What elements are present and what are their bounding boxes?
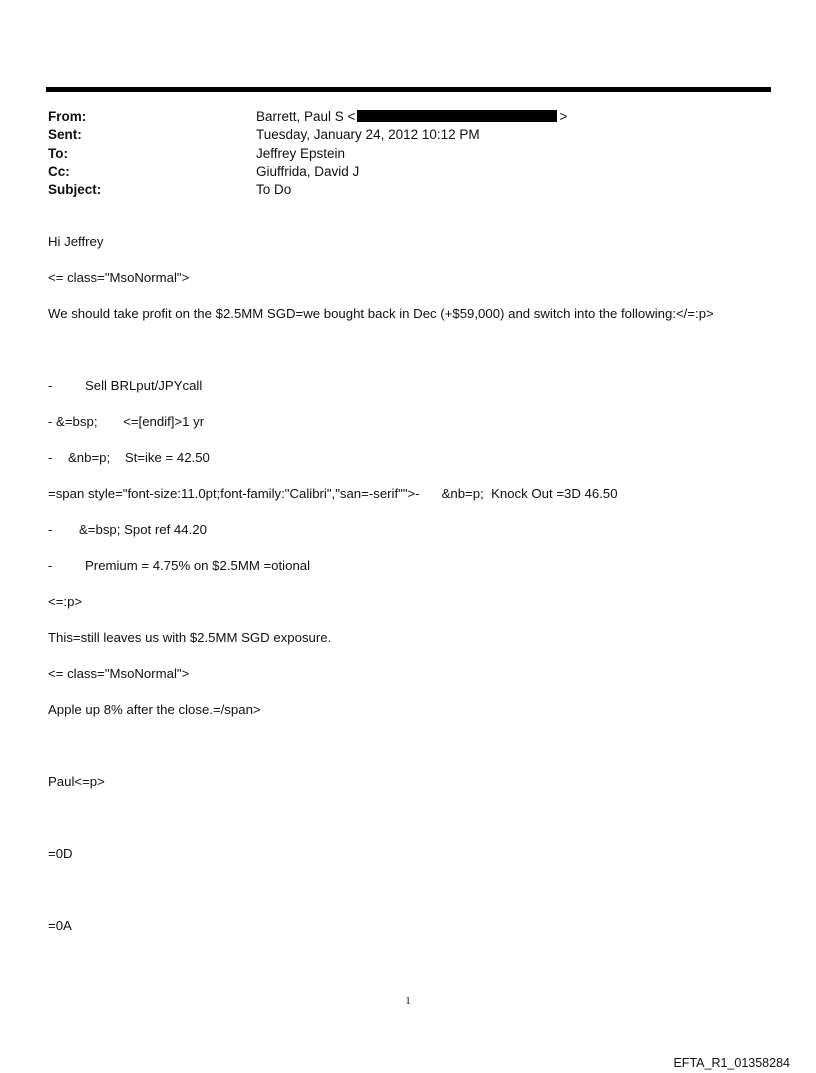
bullet-line [48, 450, 210, 465]
cc-value: Giuffrida, David J [256, 163, 360, 179]
from-row [48, 108, 567, 126]
body-line: <= class="MsoNormal"> [48, 270, 190, 285]
header-rule [46, 87, 771, 92]
body-line: This=still leaves us with $2.5MM SGD exposure. [48, 630, 332, 645]
bullet-dash: - [48, 522, 53, 537]
body-line: =0D [48, 846, 73, 861]
body-line: We should take profit on the $2.5MM SGD=we bought back in Dec (+$59,000) and switch into the following:</=:p> [48, 306, 714, 321]
from-name: Barrett, Paul S < [256, 109, 356, 124]
bullet-text: Premium = 4.75% on $2.5MM =otional [85, 558, 311, 573]
to-value: Jeffrey Epstein [256, 145, 346, 161]
greeting: Hi Jeffrey [48, 234, 104, 249]
signature: Paul<=p> [48, 774, 105, 789]
subject-value: To Do [256, 182, 292, 198]
body-line: <=:p> [48, 594, 83, 609]
bullet-text: Sell BRLput/JPYcall [85, 378, 203, 393]
page-number: 1 [405, 995, 411, 1007]
bullet-dash: - [48, 378, 53, 393]
redaction-box [357, 110, 557, 122]
from-label: From: [48, 109, 87, 124]
cc-label: Cc: [48, 163, 70, 179]
bullet-line [48, 522, 207, 537]
sent-label: Sent: [48, 127, 82, 143]
cc-row [48, 163, 567, 181]
body-line: <= class="MsoNormal"> [48, 666, 190, 681]
body-line: =0A [48, 918, 72, 933]
sent-value: Tuesday, January 24, 2012 10:12 PM [256, 127, 480, 143]
to-label: To: [48, 145, 68, 161]
subject-label: Subject: [48, 182, 102, 198]
document-id: EFTA_R1_01358284 [673, 1056, 790, 1070]
from-value [256, 108, 567, 126]
body-line: Apple up 8% after the close.=/span> [48, 702, 261, 717]
bullet-line [48, 558, 310, 573]
email-header [48, 108, 567, 199]
bullet-text: &=bsp; Spot ref 44.20 [79, 522, 207, 537]
bullet-dash: - [48, 558, 53, 573]
subject-row [48, 181, 567, 199]
bullet-line: - &=bsp; <=[endif]>1 yr [48, 414, 205, 429]
from-bracket: > [559, 109, 568, 124]
bullet-line [48, 378, 202, 393]
bullet-text: &nb=p; St=ike = 42.50 [68, 450, 210, 465]
body-line: =span style="font-size:11.0pt;font-family:"Calibri","san=-serif"">- &nb=p; Knock Out =3D 46.50 [48, 486, 618, 501]
bullet-dash: - [48, 450, 53, 465]
sent-row [48, 126, 567, 144]
to-row [48, 145, 567, 163]
